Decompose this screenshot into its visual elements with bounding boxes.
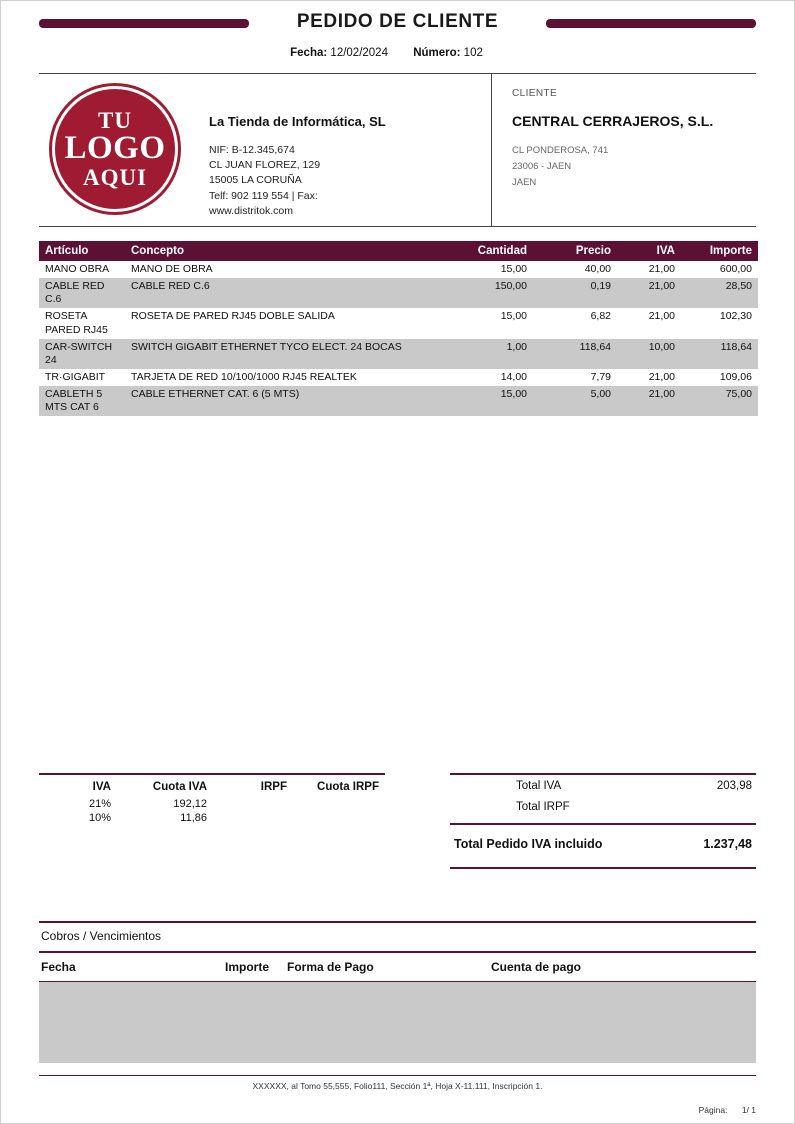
tax-col-irpf: IRPF: [260, 781, 287, 793]
cell-importe: 600,00: [719, 263, 752, 275]
customer-label: CLIENTE: [512, 88, 558, 99]
totals-section: [39, 773, 756, 869]
cell-importe: 102,30: [719, 310, 752, 323]
cell-cantidad: 150,00: [445, 278, 533, 308]
cell-concepto: MANO DE OBRA: [131, 263, 213, 275]
cell-iva: 21,00: [648, 310, 675, 323]
cell-cantidad: 15,00: [500, 263, 527, 275]
payments-section: [39, 921, 756, 1063]
col-header-concepto: Concepto: [125, 241, 445, 261]
tax-col-cuota-iva: Cuota IVA: [152, 781, 207, 793]
customer-block: [491, 74, 756, 226]
cell-importe: 109,06: [719, 370, 752, 383]
cell-iva: 21,00: [648, 263, 675, 275]
cell-concepto: CABLE ETHERNET CAT. 6 (5 MTS): [125, 386, 445, 416]
col-header-precio: Precio: [533, 241, 617, 261]
logo-line-2: LOGO: [64, 130, 166, 167]
tax-grid: [39, 775, 385, 825]
table-row: [39, 369, 758, 386]
grand-total-label: Total Pedido IVA incluido: [454, 837, 603, 851]
cell-precio: 7,79: [590, 370, 611, 383]
cell-importe: 75,00: [681, 386, 758, 416]
date-label: Fecha:: [290, 47, 328, 59]
tax-cell-irpf: [213, 797, 293, 811]
page-value: 1/ 1: [741, 1105, 756, 1115]
cell-cantidad: 15,00: [445, 386, 533, 416]
payments-header-row: [39, 951, 756, 981]
cell-iva: 10,00: [617, 339, 681, 369]
logo-line-1: TU: [98, 107, 132, 133]
issuer-name: La Tienda de Informática, SL: [209, 114, 386, 129]
cell-concepto: TARJETA DE RED 10/100/1000 RJ45 REALTEK: [131, 370, 357, 383]
number-label: Número:: [413, 47, 461, 59]
cell-precio: 0,19: [533, 278, 617, 308]
tax-col-iva: IVA: [92, 781, 111, 793]
cell-iva: 21,00: [648, 370, 675, 383]
cell-precio: 6,82: [590, 310, 611, 323]
tax-header-row: [39, 775, 385, 797]
table-row: [39, 339, 758, 369]
items-table: [39, 241, 758, 416]
table-row: [39, 261, 758, 278]
customer-name: CENTRAL CERRAJEROS, S.L.: [512, 113, 714, 129]
total-irpf-label: Total IRPF: [516, 801, 570, 813]
issuer-details: [191, 86, 386, 226]
payments-col-cuenta-pago: Cuenta de pago: [491, 960, 582, 974]
tax-row: [39, 797, 385, 811]
table-row: [39, 386, 758, 416]
customer-province: JAEN: [512, 177, 537, 189]
tax-cell-cuota-irpf: [293, 797, 385, 811]
payments-title: Cobros / Vencimientos: [39, 921, 756, 951]
cell-cantidad: 14,00: [500, 370, 527, 383]
tax-cell-iva: 21%: [88, 798, 111, 810]
issuer-block: [39, 74, 491, 226]
tax-cell-cuota-irpf: [293, 811, 385, 825]
total-iva-label: Total IVA: [516, 780, 562, 792]
table-row: [39, 278, 758, 308]
cell-precio: 5,00: [533, 386, 617, 416]
summary-bottom-rule: [450, 867, 756, 869]
tax-cell-cuota-iva: 11,86: [180, 812, 207, 824]
col-header-cantidad: Cantidad: [445, 241, 533, 261]
summary-block: [450, 773, 756, 869]
cell-iva: 21,00: [617, 386, 681, 416]
summary-row-total-iva: [450, 775, 756, 796]
customer-address: CL PONDEROSA, 741: [512, 145, 609, 156]
cell-cantidad: 1,00: [445, 339, 533, 369]
logo-container: [39, 86, 191, 226]
tax-cell-cuota-iva: 192,12: [173, 798, 207, 810]
tax-col-cuota-irpf: Cuota IRPF: [317, 781, 379, 793]
cell-concepto: ROSETA DE PARED RJ45 DOBLE SALIDA: [131, 310, 335, 323]
cell-articulo: CABLETH 5 MTS CAT 6: [39, 386, 125, 416]
page-number: [699, 1105, 756, 1115]
page-title: PEDIDO DE CLIENTE: [296, 11, 499, 32]
issuer-address: CL JUAN FLOREZ, 129: [209, 159, 321, 172]
tax-breakdown: [39, 773, 385, 869]
grand-total-value: 1.237,48: [703, 837, 752, 851]
document-header: [1, 1, 794, 73]
parties-section: [39, 74, 756, 226]
cell-precio: 118,64: [533, 339, 617, 369]
cell-articulo: ROSETA PARED RJ45: [45, 310, 108, 336]
cell-importe: 118,64: [681, 339, 758, 369]
items-header-row: [39, 241, 758, 261]
issuer-phone: Telf: 902 119 554 | Fax:: [209, 189, 318, 202]
number-value: 102: [463, 47, 483, 59]
grand-total-row: [450, 825, 756, 863]
cell-articulo: CABLE RED C.6: [39, 278, 125, 308]
tax-cell-iva: 10%: [88, 812, 111, 824]
payments-col-forma-pago: Forma de Pago: [287, 960, 374, 974]
payments-empty-body: [39, 981, 756, 1063]
col-header-importe: Importe: [681, 241, 758, 261]
legal-footnote: XXXXXX, al Tomo 55,555, Folio111, Sección 1ª, Hoja X-11.111, Inscripción 1.: [39, 1075, 756, 1091]
cell-articulo: TR·GIGABIT: [45, 370, 106, 383]
total-iva-value: 203,98: [716, 780, 752, 792]
document-meta: [1, 47, 794, 59]
tax-row: [39, 811, 385, 825]
col-header-articulo: Artículo: [39, 241, 125, 261]
customer-city: 23006 - JAEN: [512, 161, 572, 173]
cell-importe: 28,50: [681, 278, 758, 308]
payments-col-importe: Importe: [224, 960, 269, 974]
cell-articulo: CAR-SWITCH 24: [39, 339, 125, 369]
items-body: [39, 261, 758, 416]
cell-iva: 21,00: [617, 278, 681, 308]
parties-divider: [39, 226, 756, 227]
cell-concepto: SWITCH GIGABIT ETHERNET TYCO ELECT. 24 BOCAS: [125, 339, 445, 369]
cell-concepto: CABLE RED C.6: [125, 278, 445, 308]
col-header-iva: IVA: [617, 241, 681, 261]
issuer-website[interactable]: www.distritok.com: [209, 204, 294, 217]
cell-cantidad: 15,00: [500, 310, 527, 323]
summary-row-total-irpf: [450, 796, 756, 817]
page-label: Página:: [698, 1105, 728, 1115]
company-logo: [52, 86, 178, 212]
cell-articulo: MANO OBRA: [45, 263, 110, 275]
table-row: [39, 308, 758, 338]
logo-line-3: AQUI: [82, 164, 148, 190]
issuer-city: 15005 LA CORUÑA: [209, 174, 302, 187]
cell-precio: 40,00: [584, 263, 611, 275]
issuer-nif: NIF: B-12.345,674: [209, 144, 295, 156]
payments-col-fecha: Fecha: [41, 960, 76, 974]
tax-cell-irpf: [213, 811, 293, 825]
date-value: 12/02/2024: [330, 47, 388, 59]
